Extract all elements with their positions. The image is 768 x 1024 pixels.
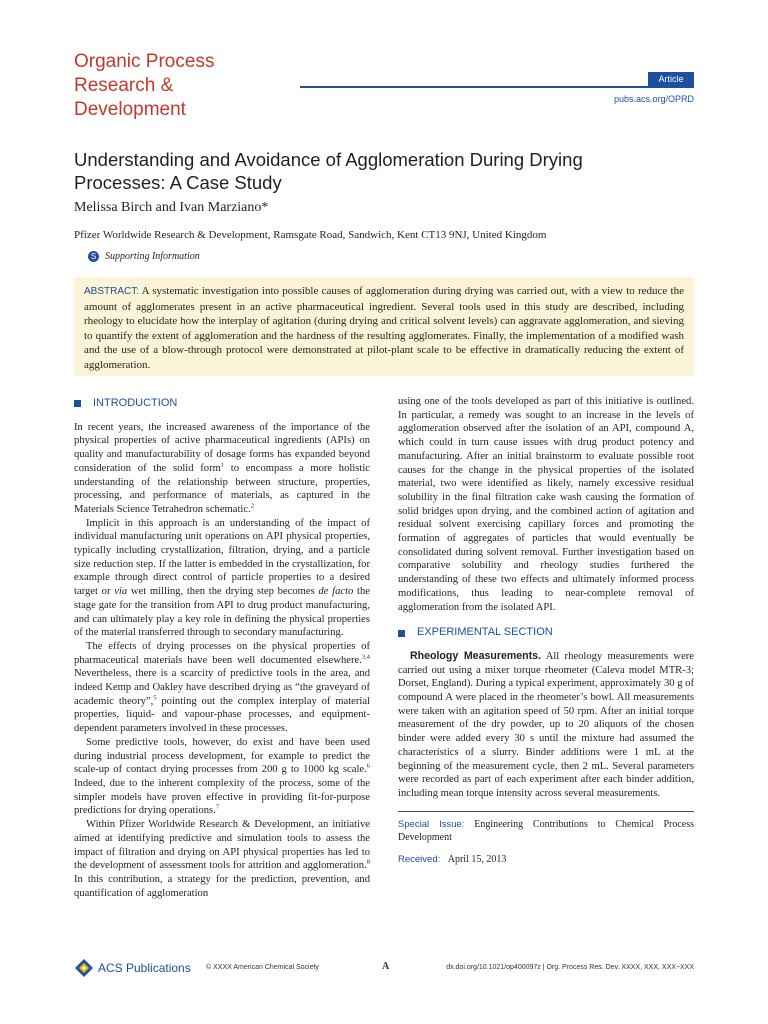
- article-title: Understanding and Avoidance of Agglomeration During Drying Processes: A Case Study: [74, 149, 583, 193]
- citation-link[interactable]: 1: [220, 461, 225, 469]
- supporting-information-link[interactable]: [88, 251, 200, 262]
- author-list: Melissa Birch and Ivan Marziano*: [74, 200, 269, 215]
- section-heading-introduction: [74, 397, 370, 411]
- publisher-name: ACS Publications: [98, 961, 191, 975]
- journal-name: [74, 50, 314, 122]
- supporting-info-icon: S: [88, 251, 99, 262]
- divider: [398, 811, 694, 812]
- acs-publications-logo[interactable]: [74, 958, 191, 978]
- received-value: April 15, 2013: [447, 853, 507, 865]
- left-column: [74, 395, 370, 900]
- paragraph: using one of the tools developed as part of this initiative is outlined. In particular, a remedy was sought to an increase in the levels of agglomeration observed after the isolation of an API, compound A, which could in turn cause issues with drug product potency and manufacturing. After an initial brainstorm to evaluate possible root causes for the change in the physical properties of the isolated material, two were identified as likely, namely excessive residual solubility in the final filtration cake wash causing the formation of solid bridges upon drying, and the combined action of agitation and residual solvent exercising capillary forces and promoting the formation of aggregates of particles that would eventually be consolidated during solvent removal. Further investigation based on comparative solubility and rheology studies furthered the understanding of these two effects and ultimately informed process modifications, thus leading to near-complete removal of agglomeration from the isolated API.: [398, 396, 694, 613]
- citation-link[interactable]: 7: [215, 803, 220, 811]
- received-date: [398, 853, 694, 867]
- journal-name-line1: Organic Process: [74, 51, 215, 72]
- journal-name-line2: Research &: [74, 75, 174, 96]
- journal-url-link[interactable]: pubs.acs.org/OPRD: [613, 94, 694, 104]
- citation-link[interactable]: 3,4: [361, 653, 370, 661]
- page-number: A: [382, 961, 390, 972]
- supporting-info-label: Supporting Information: [105, 251, 200, 262]
- abstract-box: [74, 277, 694, 376]
- paragraph: Some predictive tools, however, do exist and have been used during industrial process development, for example to predict the scale-up of contact drying processes from 200 g to 1000 kg scale.$^6$ Indeed, due to the inherent complexity of the process, some of the simpler models have proven effective in providing fit-for-purpose predictions for drying operations.$^7$: [74, 736, 370, 817]
- citation-link[interactable]: 5: [153, 694, 157, 702]
- paragraph: Rheology Measurements. All rheology measurements were carried out using a mixer torque rheometer (Caleva model MTR-3; Dorset, England). During a typical experiment, approximately 30 g of compound A were placed in the rheometer’s bowl. All measurements were taken with an agitation speed of 50 rpm. After an initial torque measurement of the dry powder, up to 20 aliquots of the chosen binder were added every 30 s until the mixture had assumed the characteristics of a slurry. Binder additions were 1 mL at the beginning of the measurement cycle, then 2 mL. Several parameters were recorded as part of each experiment after each binder addition, including mean torque intensity across several measurements.: [398, 649, 694, 799]
- special-issue-text: Engineering Contributions to Chemical Process Development: [398, 818, 694, 844]
- section-heading-experimental: [398, 626, 694, 640]
- citation-link[interactable]: 8: [366, 858, 370, 866]
- special-issue-label: Special Issue:: [398, 818, 465, 830]
- section-square-icon: [74, 400, 81, 407]
- section-square-icon: [398, 630, 405, 637]
- doi-citation-link[interactable]: dx.doi.org/10.1021/op400097z | Org. Process Res. Dev. XXXX, XXX, XXX−XXX: [446, 964, 694, 971]
- right-column: [398, 395, 694, 866]
- paragraph: The effects of drying processes on the physical properties of pharmaceutical materials have been well documented elsewhere.$^{3,4}$ Nevertheless, there is a scarcity of predictive tools in the area, and indeed Kemp and Oakley have described drying as “the graveyard of academic theory”,$^5$ pointing out the complex interplay of material properties, liquid- and vapour-phase processes, and equipment-dependent parameters involved in these processes.: [74, 640, 370, 735]
- paragraph: Implicit in this approach is an understanding of the impact of individual manufacturing unit operations on API physical properties, typically including crystallization, filtration, drying, and a particle size reduction step. If the latter is embedded in the crystallization, for example through direct control of particle properties to a desired target or via wet milling, then the drying step becomes de facto the stage gate for the transition from API to drug product manufacturing, and can ultimately play a key role in defining the physical properties of the material transferred through to secondary manufacturing.: [74, 517, 370, 639]
- author-affiliation: Pfizer Worldwide Research & Development, Ramsgate Road, Sandwich, Kent CT13 9NJ, United Kingdom: [74, 229, 547, 241]
- journal-name-line3: Development: [74, 99, 186, 120]
- special-issue-note: [398, 818, 694, 845]
- copyright-notice: © XXXX American Chemical Society: [206, 964, 319, 971]
- page-footer: [74, 958, 694, 978]
- abstract-text: A systematic investigation into possible causes of agglomeration during drying was carried out, with a view to reduce the amount of agglomerates present in an active pharmaceutical ingredient. Several tools used in this study are described, including rheology to elucidate how the interplay of agitation (during drying and critical solvent levels) can aggravate agglomeration, and sieving to quantify the extent of agglomeration and the hardness of the resulting agglomerates. Finally, the implementation of a modified wash and the use of a blow-through protocol were demonstrated at pilot-plant scale to be effective in dramatically reducing the extent of agglomeration.: [84, 285, 684, 371]
- section-heading-label: EXPERIMENTAL SECTION: [417, 626, 553, 639]
- subsection-heading: Rheology Measurements.: [410, 649, 541, 662]
- section-heading-label: INTRODUCTION: [93, 397, 178, 409]
- paragraph: In recent years, the increased awareness of the importance of the physical properties of active pharmaceutical ingredients (APIs) on quality and manufacturability of dosage forms has expanded beyond consideration of the solid form$^1$ to encompass a more holistic understanding of the relationship between structure, properties, processing, and performance of materials, as captured in the Materials Science Tetrahedron schematic.$^2$: [74, 421, 370, 515]
- citation-link[interactable]: 2: [250, 502, 254, 510]
- citation-link[interactable]: 6: [366, 762, 370, 770]
- acs-logo-icon: [74, 958, 94, 978]
- abstract-label: ABSTRACT:: [84, 286, 140, 297]
- article-type-badge: Article: [648, 72, 694, 87]
- paragraph: Within Pfizer Worldwide Research & Development, an initiative aimed at identifying predictive and simulation tools to assess the impact of filtration and drying on API physical properties has led to the development of assessment tools for attrition and agglomeration.$^8$ In this contribution, a strategy for the prediction, prevention, and quantification of agglomeration: [74, 819, 370, 899]
- header-rule: [300, 86, 694, 88]
- received-label: Received:: [398, 853, 441, 865]
